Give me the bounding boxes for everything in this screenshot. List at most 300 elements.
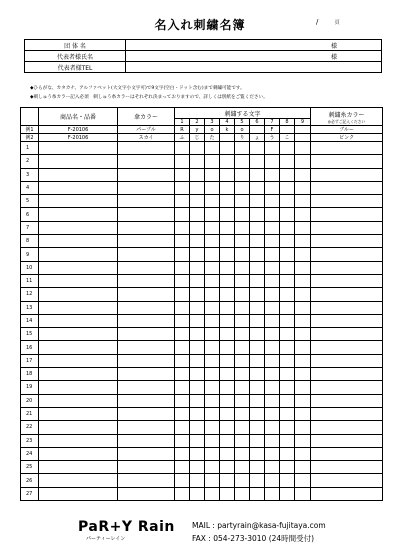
umbrella-color-cell[interactable]	[118, 407, 175, 420]
letter-cell[interactable]	[295, 368, 311, 381]
product-cell[interactable]	[39, 474, 118, 487]
product-cell[interactable]	[39, 221, 118, 234]
letter-cell[interactable]	[190, 461, 205, 474]
letter-cell[interactable]	[205, 461, 220, 474]
letter-cell[interactable]	[280, 368, 295, 381]
umbrella-color-cell[interactable]	[118, 181, 175, 194]
thread-color-cell[interactable]	[311, 368, 383, 381]
thread-color-cell[interactable]	[311, 301, 383, 314]
letter-cell[interactable]	[280, 341, 295, 354]
umbrella-color-cell[interactable]	[118, 288, 175, 301]
letter-cell[interactable]	[250, 328, 265, 341]
letter-cell[interactable]	[280, 274, 295, 287]
letter-cell[interactable]	[205, 301, 220, 314]
letter-cell[interactable]	[295, 354, 311, 367]
letter-cell[interactable]	[235, 155, 250, 168]
letter-cell[interactable]	[220, 341, 235, 354]
letter-cell[interactable]	[250, 155, 265, 168]
letter-cell[interactable]	[190, 155, 205, 168]
letter-cell[interactable]	[175, 235, 190, 248]
letter-cell[interactable]	[235, 221, 250, 234]
letter-cell[interactable]	[265, 368, 280, 381]
product-cell[interactable]	[39, 461, 118, 474]
letter-cell[interactable]	[235, 354, 250, 367]
letter-cell[interactable]	[205, 248, 220, 261]
thread-color-cell[interactable]	[311, 155, 383, 168]
letter-cell[interactable]	[205, 168, 220, 181]
umbrella-color-cell[interactable]	[118, 221, 175, 234]
letter-cell[interactable]	[280, 381, 295, 394]
letter-cell[interactable]	[220, 394, 235, 407]
product-cell[interactable]	[39, 274, 118, 287]
letter-cell[interactable]	[235, 461, 250, 474]
letter-cell[interactable]	[220, 474, 235, 487]
umbrella-color-cell[interactable]	[118, 341, 175, 354]
letter-cell[interactable]	[220, 288, 235, 301]
letter-cell[interactable]	[205, 261, 220, 274]
letter-cell[interactable]	[205, 447, 220, 460]
letter-cell[interactable]	[265, 301, 280, 314]
letter-cell[interactable]	[220, 368, 235, 381]
letter-cell[interactable]	[205, 235, 220, 248]
letter-cell[interactable]	[250, 142, 265, 155]
letter-cell[interactable]	[265, 274, 280, 287]
letter-cell[interactable]	[250, 208, 265, 221]
letter-cell[interactable]	[280, 142, 295, 155]
umbrella-color-cell[interactable]	[118, 208, 175, 221]
product-cell[interactable]	[39, 261, 118, 274]
letter-cell[interactable]	[250, 168, 265, 181]
letter-cell[interactable]	[205, 421, 220, 434]
letter-cell[interactable]	[280, 195, 295, 208]
letter-cell[interactable]	[235, 474, 250, 487]
letter-cell[interactable]	[175, 368, 190, 381]
letter-cell[interactable]	[265, 461, 280, 474]
letter-cell[interactable]	[190, 434, 205, 447]
umbrella-color-cell[interactable]	[118, 301, 175, 314]
letter-cell[interactable]	[265, 221, 280, 234]
letter-cell[interactable]	[205, 208, 220, 221]
letter-cell[interactable]	[265, 195, 280, 208]
thread-color-cell[interactable]	[311, 235, 383, 248]
thread-color-cell[interactable]	[311, 394, 383, 407]
letter-cell[interactable]	[190, 354, 205, 367]
letter-cell[interactable]	[295, 168, 311, 181]
letter-cell[interactable]	[265, 354, 280, 367]
letter-cell[interactable]	[220, 235, 235, 248]
letter-cell[interactable]	[190, 195, 205, 208]
letter-cell[interactable]	[175, 354, 190, 367]
thread-color-cell[interactable]	[311, 421, 383, 434]
letter-cell[interactable]	[235, 341, 250, 354]
letter-cell[interactable]	[235, 261, 250, 274]
letter-cell[interactable]	[175, 208, 190, 221]
letter-cell[interactable]	[250, 288, 265, 301]
letter-cell[interactable]	[220, 461, 235, 474]
letter-cell[interactable]	[295, 155, 311, 168]
letter-cell[interactable]	[220, 261, 235, 274]
letter-cell[interactable]	[250, 447, 265, 460]
letter-cell[interactable]	[250, 474, 265, 487]
letter-cell[interactable]	[235, 434, 250, 447]
letter-cell[interactable]	[295, 381, 311, 394]
letter-cell[interactable]	[265, 434, 280, 447]
letter-cell[interactable]	[175, 168, 190, 181]
umbrella-color-cell[interactable]	[118, 235, 175, 248]
letter-cell[interactable]	[265, 328, 280, 341]
letter-cell[interactable]	[250, 341, 265, 354]
letter-cell[interactable]	[190, 261, 205, 274]
letter-cell[interactable]	[295, 341, 311, 354]
letter-cell[interactable]	[280, 421, 295, 434]
letter-cell[interactable]	[295, 181, 311, 194]
letter-cell[interactable]	[175, 381, 190, 394]
letter-cell[interactable]	[295, 274, 311, 287]
letter-cell[interactable]	[235, 447, 250, 460]
letter-cell[interactable]	[295, 421, 311, 434]
letter-cell[interactable]	[175, 474, 190, 487]
letter-cell[interactable]	[175, 301, 190, 314]
letter-cell[interactable]	[265, 181, 280, 194]
umbrella-color-cell[interactable]	[118, 195, 175, 208]
letter-cell[interactable]	[220, 274, 235, 287]
product-cell[interactable]	[39, 354, 118, 367]
letter-cell[interactable]	[220, 301, 235, 314]
product-cell[interactable]	[39, 447, 118, 460]
letter-cell[interactable]	[175, 248, 190, 261]
letter-cell[interactable]	[280, 314, 295, 327]
letter-cell[interactable]	[205, 155, 220, 168]
product-cell[interactable]	[39, 181, 118, 194]
letter-cell[interactable]	[295, 142, 311, 155]
umbrella-color-cell[interactable]	[118, 381, 175, 394]
letter-cell[interactable]	[190, 274, 205, 287]
letter-cell[interactable]	[280, 474, 295, 487]
letter-cell[interactable]	[235, 407, 250, 420]
letter-cell[interactable]	[190, 487, 205, 500]
thread-color-cell[interactable]	[311, 208, 383, 221]
letter-cell[interactable]	[295, 235, 311, 248]
product-cell[interactable]	[39, 487, 118, 500]
umbrella-color-cell[interactable]	[118, 421, 175, 434]
thread-color-cell[interactable]	[311, 314, 383, 327]
letter-cell[interactable]	[295, 434, 311, 447]
letter-cell[interactable]	[220, 181, 235, 194]
letter-cell[interactable]	[205, 368, 220, 381]
product-cell[interactable]	[39, 301, 118, 314]
letter-cell[interactable]	[280, 407, 295, 420]
thread-color-cell[interactable]	[311, 341, 383, 354]
letter-cell[interactable]	[295, 474, 311, 487]
product-cell[interactable]	[39, 341, 118, 354]
letter-cell[interactable]	[220, 142, 235, 155]
letter-cell[interactable]	[175, 142, 190, 155]
letter-cell[interactable]	[175, 314, 190, 327]
letter-cell[interactable]	[205, 142, 220, 155]
letter-cell[interactable]	[250, 461, 265, 474]
umbrella-color-cell[interactable]	[118, 368, 175, 381]
letter-cell[interactable]	[265, 248, 280, 261]
letter-cell[interactable]	[175, 328, 190, 341]
letter-cell[interactable]	[250, 248, 265, 261]
product-cell[interactable]	[39, 328, 118, 341]
letter-cell[interactable]	[205, 407, 220, 420]
product-cell[interactable]	[39, 381, 118, 394]
letter-cell[interactable]	[205, 221, 220, 234]
info-value-field[interactable]	[126, 62, 382, 73]
letter-cell[interactable]	[265, 487, 280, 500]
umbrella-color-cell[interactable]	[118, 168, 175, 181]
letter-cell[interactable]	[235, 195, 250, 208]
letter-cell[interactable]	[175, 487, 190, 500]
product-cell[interactable]	[39, 248, 118, 261]
letter-cell[interactable]	[205, 314, 220, 327]
letter-cell[interactable]	[280, 354, 295, 367]
letter-cell[interactable]	[280, 288, 295, 301]
thread-color-cell[interactable]	[311, 221, 383, 234]
letter-cell[interactable]	[235, 274, 250, 287]
letter-cell[interactable]	[280, 301, 295, 314]
thread-color-cell[interactable]	[311, 474, 383, 487]
letter-cell[interactable]	[280, 261, 295, 274]
letter-cell[interactable]	[295, 195, 311, 208]
letter-cell[interactable]	[280, 394, 295, 407]
umbrella-color-cell[interactable]	[118, 434, 175, 447]
letter-cell[interactable]	[235, 301, 250, 314]
umbrella-color-cell[interactable]	[118, 461, 175, 474]
letter-cell[interactable]	[250, 195, 265, 208]
letter-cell[interactable]	[235, 248, 250, 261]
letter-cell[interactable]	[265, 142, 280, 155]
letter-cell[interactable]	[250, 181, 265, 194]
letter-cell[interactable]	[175, 181, 190, 194]
letter-cell[interactable]	[175, 261, 190, 274]
letter-cell[interactable]	[250, 381, 265, 394]
letter-cell[interactable]	[265, 447, 280, 460]
letter-cell[interactable]	[205, 381, 220, 394]
letter-cell[interactable]	[220, 221, 235, 234]
letter-cell[interactable]	[205, 181, 220, 194]
letter-cell[interactable]	[250, 301, 265, 314]
letter-cell[interactable]	[280, 248, 295, 261]
letter-cell[interactable]	[295, 394, 311, 407]
thread-color-cell[interactable]	[311, 248, 383, 261]
letter-cell[interactable]	[250, 487, 265, 500]
letter-cell[interactable]	[280, 221, 295, 234]
letter-cell[interactable]	[220, 208, 235, 221]
thread-color-cell[interactable]	[311, 487, 383, 500]
product-cell[interactable]	[39, 235, 118, 248]
letter-cell[interactable]	[295, 314, 311, 327]
letter-cell[interactable]	[280, 328, 295, 341]
product-cell[interactable]	[39, 288, 118, 301]
thread-color-cell[interactable]	[311, 168, 383, 181]
product-cell[interactable]	[39, 407, 118, 420]
letter-cell[interactable]	[190, 314, 205, 327]
letter-cell[interactable]	[220, 328, 235, 341]
letter-cell[interactable]	[190, 421, 205, 434]
thread-color-cell[interactable]	[311, 142, 383, 155]
letter-cell[interactable]	[175, 407, 190, 420]
product-cell[interactable]	[39, 208, 118, 221]
letter-cell[interactable]	[190, 407, 205, 420]
letter-cell[interactable]	[235, 168, 250, 181]
letter-cell[interactable]	[205, 288, 220, 301]
letter-cell[interactable]	[190, 208, 205, 221]
letter-cell[interactable]	[250, 261, 265, 274]
letter-cell[interactable]	[265, 381, 280, 394]
letter-cell[interactable]	[235, 421, 250, 434]
letter-cell[interactable]	[295, 461, 311, 474]
thread-color-cell[interactable]	[311, 447, 383, 460]
product-cell[interactable]	[39, 421, 118, 434]
letter-cell[interactable]	[265, 168, 280, 181]
letter-cell[interactable]	[235, 208, 250, 221]
letter-cell[interactable]	[205, 434, 220, 447]
letter-cell[interactable]	[175, 447, 190, 460]
info-value-field[interactable]: 様	[126, 40, 382, 51]
letter-cell[interactable]	[235, 288, 250, 301]
letter-cell[interactable]	[175, 341, 190, 354]
letter-cell[interactable]	[235, 328, 250, 341]
letter-cell[interactable]	[295, 328, 311, 341]
letter-cell[interactable]	[250, 421, 265, 434]
product-cell[interactable]	[39, 368, 118, 381]
thread-color-cell[interactable]	[311, 434, 383, 447]
letter-cell[interactable]	[220, 487, 235, 500]
umbrella-color-cell[interactable]	[118, 274, 175, 287]
thread-color-cell[interactable]	[311, 407, 383, 420]
letter-cell[interactable]	[265, 208, 280, 221]
letter-cell[interactable]	[235, 487, 250, 500]
letter-cell[interactable]	[220, 434, 235, 447]
letter-cell[interactable]	[190, 394, 205, 407]
thread-color-cell[interactable]	[311, 288, 383, 301]
letter-cell[interactable]	[205, 195, 220, 208]
thread-color-cell[interactable]	[311, 381, 383, 394]
letter-cell[interactable]	[295, 208, 311, 221]
info-value-field[interactable]: 様	[126, 51, 382, 62]
letter-cell[interactable]	[175, 461, 190, 474]
letter-cell[interactable]	[175, 195, 190, 208]
letter-cell[interactable]	[205, 354, 220, 367]
letter-cell[interactable]	[295, 407, 311, 420]
umbrella-color-cell[interactable]	[118, 328, 175, 341]
letter-cell[interactable]	[250, 394, 265, 407]
umbrella-color-cell[interactable]	[118, 248, 175, 261]
letter-cell[interactable]	[190, 288, 205, 301]
letter-cell[interactable]	[205, 341, 220, 354]
letter-cell[interactable]	[190, 328, 205, 341]
letter-cell[interactable]	[265, 407, 280, 420]
umbrella-color-cell[interactable]	[118, 314, 175, 327]
letter-cell[interactable]	[190, 474, 205, 487]
letter-cell[interactable]	[175, 274, 190, 287]
letter-cell[interactable]	[235, 381, 250, 394]
letter-cell[interactable]	[220, 195, 235, 208]
umbrella-color-cell[interactable]	[118, 155, 175, 168]
letter-cell[interactable]	[295, 487, 311, 500]
letter-cell[interactable]	[190, 341, 205, 354]
letter-cell[interactable]	[280, 487, 295, 500]
letter-cell[interactable]	[220, 314, 235, 327]
letter-cell[interactable]	[175, 434, 190, 447]
thread-color-cell[interactable]	[311, 261, 383, 274]
product-cell[interactable]	[39, 394, 118, 407]
product-cell[interactable]	[39, 142, 118, 155]
letter-cell[interactable]	[250, 407, 265, 420]
letter-cell[interactable]	[190, 381, 205, 394]
letter-cell[interactable]	[265, 155, 280, 168]
thread-color-cell[interactable]	[311, 328, 383, 341]
letter-cell[interactable]	[250, 368, 265, 381]
letter-cell[interactable]	[250, 221, 265, 234]
letter-cell[interactable]	[280, 155, 295, 168]
letter-cell[interactable]	[190, 142, 205, 155]
letter-cell[interactable]	[205, 394, 220, 407]
letter-cell[interactable]	[265, 474, 280, 487]
letter-cell[interactable]	[190, 368, 205, 381]
letter-cell[interactable]	[280, 181, 295, 194]
letter-cell[interactable]	[250, 314, 265, 327]
letter-cell[interactable]	[235, 314, 250, 327]
letter-cell[interactable]	[295, 248, 311, 261]
letter-cell[interactable]	[220, 447, 235, 460]
letter-cell[interactable]	[175, 421, 190, 434]
letter-cell[interactable]	[235, 142, 250, 155]
product-cell[interactable]	[39, 314, 118, 327]
letter-cell[interactable]	[220, 407, 235, 420]
umbrella-color-cell[interactable]	[118, 394, 175, 407]
thread-color-cell[interactable]	[311, 195, 383, 208]
letter-cell[interactable]	[175, 221, 190, 234]
product-cell[interactable]	[39, 434, 118, 447]
letter-cell[interactable]	[175, 288, 190, 301]
letter-cell[interactable]	[190, 168, 205, 181]
letter-cell[interactable]	[265, 235, 280, 248]
letter-cell[interactable]	[190, 301, 205, 314]
letter-cell[interactable]	[250, 354, 265, 367]
letter-cell[interactable]	[205, 328, 220, 341]
letter-cell[interactable]	[280, 461, 295, 474]
letter-cell[interactable]	[250, 274, 265, 287]
umbrella-color-cell[interactable]	[118, 447, 175, 460]
letter-cell[interactable]	[235, 235, 250, 248]
letter-cell[interactable]	[265, 314, 280, 327]
letter-cell[interactable]	[220, 248, 235, 261]
letter-cell[interactable]	[295, 301, 311, 314]
product-cell[interactable]	[39, 195, 118, 208]
umbrella-color-cell[interactable]	[118, 474, 175, 487]
letter-cell[interactable]	[190, 221, 205, 234]
letter-cell[interactable]	[205, 474, 220, 487]
product-cell[interactable]	[39, 155, 118, 168]
letter-cell[interactable]	[280, 235, 295, 248]
letter-cell[interactable]	[280, 447, 295, 460]
letter-cell[interactable]	[205, 487, 220, 500]
letter-cell[interactable]	[175, 394, 190, 407]
letter-cell[interactable]	[190, 181, 205, 194]
letter-cell[interactable]	[220, 354, 235, 367]
umbrella-color-cell[interactable]	[118, 487, 175, 500]
thread-color-cell[interactable]	[311, 181, 383, 194]
letter-cell[interactable]	[220, 168, 235, 181]
letter-cell[interactable]	[235, 181, 250, 194]
letter-cell[interactable]	[265, 261, 280, 274]
letter-cell[interactable]	[175, 155, 190, 168]
letter-cell[interactable]	[220, 381, 235, 394]
letter-cell[interactable]	[265, 394, 280, 407]
